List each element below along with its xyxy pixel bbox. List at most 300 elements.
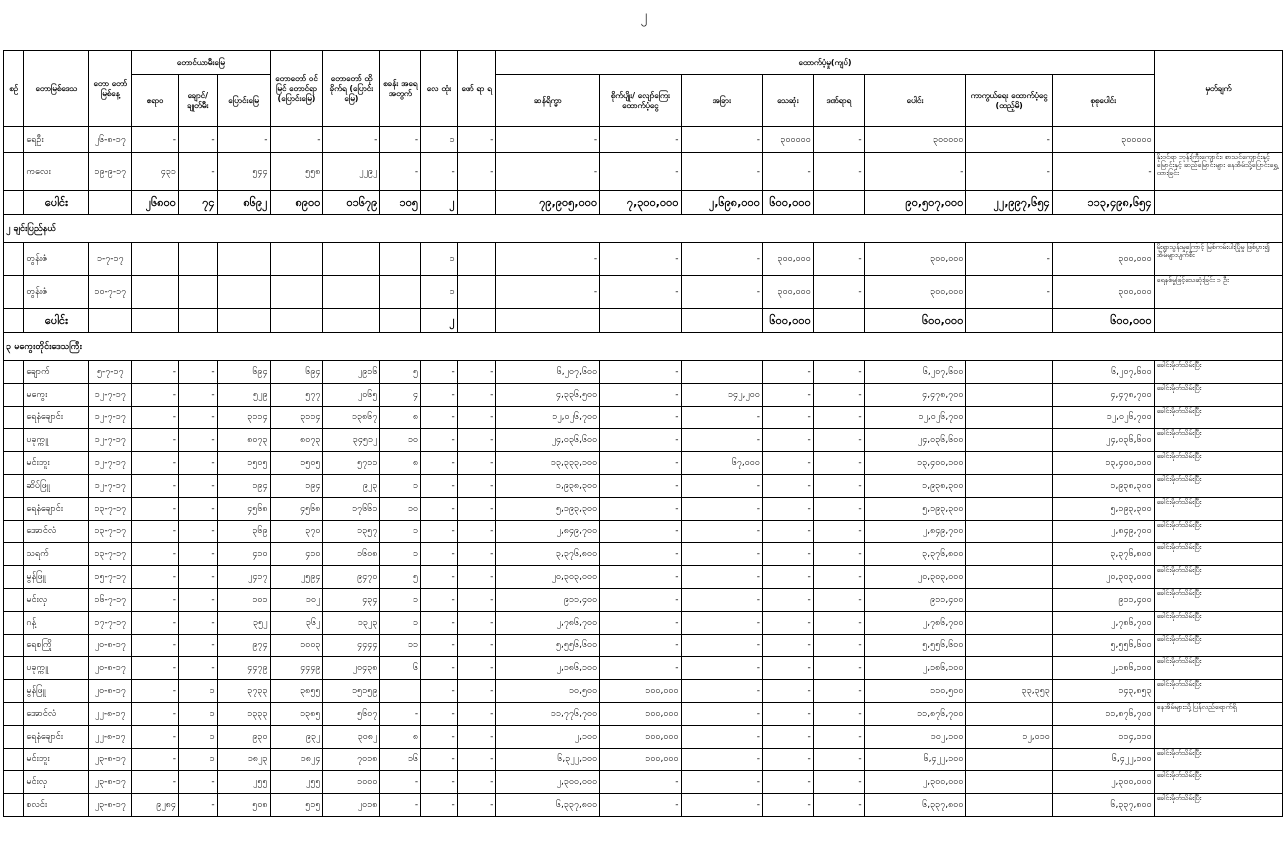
cell-tot: ၁၉၄: [270, 474, 323, 497]
cell-money-3: -: [681, 566, 762, 589]
cell-tot: ၁၈၂၄: [270, 748, 323, 771]
cell-cas: -: [457, 702, 496, 725]
total-cas: [457, 309, 496, 333]
cell-date: ၁၇-၇-၁၇: [89, 611, 132, 634]
cell-dmg: ၄၄၄၄: [323, 634, 380, 657]
cell-money-5: -: [813, 725, 864, 748]
cell-money-2: ၁၀၀,၀၀၀: [600, 702, 681, 725]
cell-money-3: -: [681, 794, 762, 817]
cell-tot: ၃၈၅၅: [270, 680, 323, 703]
cell-money-7: ၃၃,၃၅၃: [966, 680, 1052, 703]
cell-money-7: [966, 771, 1052, 794]
cell-dmg: [323, 243, 380, 276]
cell-money-1: ၂၄,၀၃၆,၆၀၀: [496, 429, 600, 452]
cell-cnt: -: [380, 153, 421, 191]
cell-money-5: -: [813, 748, 864, 771]
cell-money-7: [966, 657, 1052, 680]
cell-money-1: ၆,၂၀၇,၆၀၀: [496, 361, 600, 384]
cell-a1: -: [132, 566, 179, 589]
cell-money-3: -: [681, 611, 762, 634]
cell-no: [4, 611, 24, 634]
total-label: ပေါင်း: [24, 309, 89, 333]
cell-cnt: -: [380, 771, 421, 794]
section-heading: ၂ ချင်းပြည်နယ်: [4, 215, 1283, 243]
cell-remarks: ခေါင်းမိုတ်သိမ်းပြီး: [1154, 611, 1282, 634]
cell-a3: ၅၀၈: [217, 794, 270, 817]
cell-money-4: -: [762, 611, 813, 634]
table-row: [4, 520, 1283, 543]
cell-remarks: ခေါင်းမိုတ်သိမ်းပြီး: [1154, 474, 1282, 497]
cell-a1: ၉၂၈၄: [132, 794, 179, 817]
cell-a3: ၄၁၀: [217, 543, 270, 566]
cell-money-2: ၁၀၀,၀၀၀: [600, 725, 681, 748]
cell-money-4: -: [762, 588, 813, 611]
cell-money-8: ၂၀,၃၀၃,၀၀၀: [1052, 566, 1154, 589]
cell-date: ၁၂-၇-၁၇: [89, 452, 132, 475]
cell-money-1: ၂,၃၀၀,၀၀၀: [496, 771, 600, 794]
cell-money-8: ၁၃,၄၀၀,၁၀၀: [1052, 452, 1154, 475]
cell-a1: -: [132, 127, 179, 153]
total-cnt: [380, 309, 421, 333]
cell-tot: ၁၃၈၅: [270, 702, 323, 725]
cell-money-8: ၄,၄၇၈,၇၀၀: [1052, 383, 1154, 406]
cell-tot: ၅၅၈: [270, 153, 323, 191]
cell-money-7: [966, 429, 1052, 452]
cell-no: [4, 383, 24, 406]
cell-tot: ၃၁၁၄: [270, 406, 323, 429]
cell-money-3: -: [681, 243, 762, 276]
cell-money-5: -: [813, 153, 864, 191]
cell-tot: ၂၅၅: [270, 771, 323, 794]
cell-date: ၁၅-၇-၁၇: [89, 566, 132, 589]
cell-per: -: [421, 474, 458, 497]
cell-money-6: -: [864, 153, 966, 191]
table-row: [4, 657, 1283, 680]
table-row: [4, 771, 1283, 794]
table-row: [4, 680, 1283, 703]
cell-money-1: ၃,၃၇၆,၈၀၀: [496, 543, 600, 566]
cell-money-4: -: [762, 702, 813, 725]
cell-a3: ၉၇၄: [217, 634, 270, 657]
cell-remarks: နိုးဝင်ရာ ဘုန်းကြီးကျောင်း၊ စာသင်ကျောင်းနှင့် မြောင်းနှင့် ဆည်မြောင်းများ နေအိမ်သို့ပြောင်းရွှေ့ထားခြင်း: [1154, 153, 1282, 191]
cell-a3: ၁၉၄: [217, 474, 270, 497]
total-money-5: [813, 309, 864, 333]
cell-money-2: -: [600, 634, 681, 657]
cell-date: ၁၃-၇-၁၇: [89, 520, 132, 543]
cell-cas: [457, 243, 496, 276]
cell-money-7: [966, 748, 1052, 771]
cell-cas: -: [457, 153, 496, 191]
cell-money-7: [966, 702, 1052, 725]
cell-cas: -: [457, 452, 496, 475]
cell-date: ၂၀-၈-၁၇: [89, 634, 132, 657]
cell-no: [4, 497, 24, 520]
cell-cas: -: [457, 748, 496, 771]
cell-cnt: ၁၁: [380, 634, 421, 657]
cell-date: ၁၂-၇-၁၇: [89, 474, 132, 497]
cell-money-2: -: [600, 361, 681, 384]
total-money-2: [600, 309, 681, 333]
cell-money-7: [966, 497, 1052, 520]
cell-region: မင်းလှ: [24, 771, 89, 794]
cell-region: မင်းလှ: [24, 588, 89, 611]
col-money-1: ဆန်ရိက္ခာ: [496, 75, 600, 127]
cell-money-1: ၆,၃၃၇,၈၀၀: [496, 794, 600, 817]
cell-a1: -: [132, 383, 179, 406]
cell-money-6: ၉၁၁,၄၀၀: [864, 588, 966, 611]
cell-money-1: -: [496, 153, 600, 191]
cell-cnt: ၁၀: [380, 429, 421, 452]
total-a3: [217, 309, 270, 333]
cell-per: -: [421, 680, 458, 703]
cell-a2: -: [178, 794, 217, 817]
cell-dmg: ၁၃၂၃: [323, 611, 380, 634]
cell-money-3: -: [681, 474, 762, 497]
cell-cas: -: [457, 520, 496, 543]
cell-a3: ၁၀၁: [217, 588, 270, 611]
table-row: [4, 634, 1283, 657]
cell-region: မကွေး: [24, 383, 89, 406]
cell-region: မင်းဘူး: [24, 452, 89, 475]
cell-no: [4, 543, 24, 566]
cell-money-2: -: [600, 474, 681, 497]
cell-cas: -: [457, 771, 496, 794]
cell-tot: ၅၁၅: [270, 794, 323, 817]
cell-money-3: -: [681, 588, 762, 611]
cell-a2: -: [178, 634, 217, 657]
cell-dmg: ၁၃၈၆၇: [323, 406, 380, 429]
cell-tot: ၈၀၇၃: [270, 429, 323, 452]
cell-date: ၂၀-၈-၁၇: [89, 657, 132, 680]
cell-money-4: -: [762, 794, 813, 817]
cell-cnt: ၄: [380, 383, 421, 406]
cell-money-6: ၁၃,၄၀၀,၁၀၀: [864, 452, 966, 475]
cell-no: [4, 243, 24, 276]
cell-a2: -: [178, 611, 217, 634]
total-a3: ၈၆၉၂: [217, 191, 270, 215]
table-row: [4, 243, 1283, 276]
cell-money-6: ၃၀၀၀၀၀: [864, 127, 966, 153]
cell-tot: [270, 276, 323, 309]
cell-money-3: -: [681, 520, 762, 543]
total-remarks: [1154, 191, 1282, 215]
cell-money-7: -: [966, 276, 1052, 309]
cell-date: ၁၂-၇-၁၇: [89, 383, 132, 406]
cell-money-8: ၂၄,၀၃၆,၆၀၀: [1052, 429, 1154, 452]
cell-money-7: -: [966, 127, 1052, 153]
cell-region: မွန်ဖြူ: [24, 680, 89, 703]
col-area-group: တောင်ယာမီးမြေ: [132, 51, 270, 75]
cell-date: ၁၂-၇-၁၇: [89, 429, 132, 452]
cell-money-1: -: [496, 127, 600, 153]
total-remarks: [1154, 309, 1282, 333]
table-row: [4, 702, 1283, 725]
cell-date: ၁၀-၇-၁၇: [89, 276, 132, 309]
cell-money-5: -: [813, 474, 864, 497]
cell-region: သရက်: [24, 543, 89, 566]
cell-money-5: -: [813, 406, 864, 429]
total-a1: ၂၆၈၀၀: [132, 191, 179, 215]
cell-money-5: -: [813, 794, 864, 817]
col-damage: တောတော် ထိုခိုက်ရ (ပြောင်းမြေ): [323, 51, 380, 127]
cell-remarks: ခေါင်းမိုတ်သိမ်းပြီး: [1154, 429, 1282, 452]
cell-money-2: -: [600, 452, 681, 475]
cell-a1: ၄၃၁: [132, 153, 179, 191]
cell-a1: -: [132, 657, 179, 680]
cell-remarks: ခေါင်းမိုတ်သိမ်းပြီး: [1154, 748, 1282, 771]
cell-a1: [132, 276, 179, 309]
cell-no: [4, 520, 24, 543]
cell-no: [4, 680, 24, 703]
col-money-6: ပေါင်း: [864, 75, 966, 127]
cell-region: ရေနံချောင်း: [24, 497, 89, 520]
cell-money-5: -: [813, 657, 864, 680]
cell-money-6: ၆,၂၀၇,၆၀၀: [864, 361, 966, 384]
col-money-3: အခြား: [681, 75, 762, 127]
cell-money-2: ၁၀၀,၀၀၀: [600, 748, 681, 771]
cell-region: ရေနံချောင်း: [24, 406, 89, 429]
cell-money-3: -: [681, 153, 762, 191]
cell-money-2: -: [600, 520, 681, 543]
cell-region: အောင်လံ: [24, 520, 89, 543]
table-row: [4, 611, 1283, 634]
cell-remarks: မိုးရွာသွန်းမှုကြောင့် မြစ်ကမ်းပါးပြိုမှု ဖြစ်ပွား၍ အိမ်များပျက်စီး: [1154, 243, 1282, 276]
cell-money-4: -: [762, 566, 813, 589]
cell-cnt: ၁၀: [380, 497, 421, 520]
cell-cas: -: [457, 543, 496, 566]
cell-a3: ၃၆၉: [217, 520, 270, 543]
cell-cnt: [380, 276, 421, 309]
cell-a1: -: [132, 520, 179, 543]
cell-per: -: [421, 634, 458, 657]
cell-money-8: ၂,၃၀၀,၀၀၀: [1052, 771, 1154, 794]
cell-money-5: -: [813, 497, 864, 520]
cell-money-1: -: [496, 243, 600, 276]
cell-money-4: ၃၀၀,၀၀၀: [762, 243, 813, 276]
cell-money-7: [966, 794, 1052, 817]
cell-money-5: -: [813, 452, 864, 475]
cell-region: ဆိပ်ဖြူ: [24, 474, 89, 497]
cell-money-7: [966, 383, 1052, 406]
cell-money-8: ၅,၅၅၆,၆၀၀: [1052, 634, 1154, 657]
cell-money-4: -: [762, 725, 813, 748]
cell-a3: ၃၁၁၄: [217, 406, 270, 429]
cell-cas: -: [457, 611, 496, 634]
cell-dmg: ၂၉၁၆: [323, 361, 380, 384]
cell-tot: ၉၃၂: [270, 725, 323, 748]
cell-cas: -: [457, 383, 496, 406]
cell-date: ၁၃-၇-၁၇: [89, 543, 132, 566]
cell-money-7: ၁၂,၀၁၀: [966, 725, 1052, 748]
cell-cnt: ၁: [380, 474, 421, 497]
col-money-2: စိုက်ပျိုး/ လျော်ကြေး ထောက်ပံ့ငွေ: [600, 75, 681, 127]
cell-date: [89, 191, 132, 215]
cell-dmg: ၁၆၀၈: [323, 543, 380, 566]
cell-cas: -: [457, 361, 496, 384]
cell-money-4: -: [762, 748, 813, 771]
cell-cas: -: [457, 680, 496, 703]
cell-no: [4, 406, 24, 429]
cell-region: တွန်းဇံ: [24, 276, 89, 309]
cell-date: ၂၆-၈-၁၇: [89, 127, 132, 153]
cell-remarks: ခေါင်းမိုတ်သိမ်းပြီး: [1154, 520, 1282, 543]
cell-money-8: ၆,၂၀၇,၆၀၀: [1052, 361, 1154, 384]
cell-a2: -: [178, 543, 217, 566]
cell-money-6: ၃၀၀,၀၀၀: [864, 243, 966, 276]
total-money-1: [496, 309, 600, 333]
cell-cas: -: [457, 634, 496, 657]
cell-date: ၁၆-၇-၁၇: [89, 588, 132, 611]
total-money-3: [681, 309, 762, 333]
cell-a3: ၈၀၇၃: [217, 429, 270, 452]
cell-money-7: [966, 543, 1052, 566]
cell-money-4: -: [762, 361, 813, 384]
cell-cas: [457, 276, 496, 309]
section-heading: ၃ မကွေးတိုင်းဒေသကြီး: [4, 333, 1283, 361]
table-row: [4, 153, 1283, 191]
table-row: [4, 406, 1283, 429]
cell-a1: -: [132, 361, 179, 384]
cell-per: -: [421, 702, 458, 725]
cell-money-2: ၁၀၀,၀၀၀: [600, 680, 681, 703]
page-number: ၂: [640, 8, 648, 24]
cell-money-5: -: [813, 771, 864, 794]
cell-dmg: ၇၀၁၈: [323, 748, 380, 771]
table-row: [4, 566, 1283, 589]
table-row: [4, 794, 1283, 817]
col-money-5: ဒဏ်ရာရ: [813, 75, 864, 127]
cell-a3: ၄၄၇၉: [217, 657, 270, 680]
cell-remarks: ခေါင်းမိုတ်သိမ်းပြီး: [1154, 361, 1282, 384]
cell-no: [4, 588, 24, 611]
cell-cas: -: [457, 406, 496, 429]
total-dmg: ၀၁၆၇၉: [323, 191, 380, 215]
cell-dmg: ၁၃၅၇: [323, 520, 380, 543]
cell-money-4: -: [762, 771, 813, 794]
cell-a1: -: [132, 771, 179, 794]
total-row: [4, 309, 1283, 333]
cell-money-8: ၃၀၀၀၀၀: [1052, 127, 1154, 153]
cell-region: မွန်ဖြူ: [24, 566, 89, 589]
cell-cas: -: [457, 588, 496, 611]
cell-region: ရေစကြို: [24, 634, 89, 657]
cell-money-1: ၅,၅၅၆,၆၀၀: [496, 634, 600, 657]
cell-a1: -: [132, 474, 179, 497]
total-a2: ၇၄: [178, 191, 217, 215]
cell-money-1: ၁၃,၃၃၃,၁၀၀: [496, 452, 600, 475]
cell-a3: [217, 276, 270, 309]
col-region: တောမြစ်ဒေသ: [24, 51, 89, 127]
cell-money-2: -: [600, 543, 681, 566]
cell-no: [4, 361, 24, 384]
cell-date: ၂၂-၈-၁၇: [89, 725, 132, 748]
col-money-8: စုစုပေါင်း: [1052, 75, 1154, 127]
cell-cnt: ၆: [380, 657, 421, 680]
cell-money-5: -: [813, 588, 864, 611]
cell-money-4: -: [762, 657, 813, 680]
cell-money-2: -: [600, 657, 681, 680]
cell-money-5: -: [813, 702, 864, 725]
cell-cnt: [380, 243, 421, 276]
col-date: တော တော် မြစ်နေ့: [89, 51, 132, 127]
cell-cnt: -: [380, 702, 421, 725]
cell-cas: -: [457, 497, 496, 520]
cell-money-8: ၃၀၀,၀၀၀: [1052, 276, 1154, 309]
cell-per: -: [421, 657, 458, 680]
cell-a3: ၁၅၀၅: [217, 452, 270, 475]
cell-date: ၁၂-၇-၁၇: [89, 406, 132, 429]
cell-cnt: ၈: [380, 452, 421, 475]
cell-money-3: -: [681, 725, 762, 748]
cell-dmg: -: [323, 127, 380, 153]
cell-money-6: ၂,၁၈၆,၁၀၀: [864, 657, 966, 680]
table-row: [4, 276, 1283, 309]
cell-money-7: -: [966, 243, 1052, 276]
col-total-area: တောတော် ဝင်မြင် တောင်ရာ (ပြောင်းမြေ): [270, 51, 323, 127]
cell-a3: ၁၃၃၃: [217, 702, 270, 725]
cell-money-8: ၁၁၄,၁၁၀: [1052, 725, 1154, 748]
cell-tot: ၆၉၄: [270, 361, 323, 384]
cell-money-8: ၃,၃၇၆,၈၀၀: [1052, 543, 1154, 566]
cell-money-5: -: [813, 276, 864, 309]
cell-money-2: -: [600, 611, 681, 634]
table-row: [4, 588, 1283, 611]
cell-per: -: [421, 748, 458, 771]
total-money-8: ၁၁၃,၄၉၈,၆၅၄: [1052, 191, 1154, 215]
cell-dmg: ၃၄၅၁၂: [323, 429, 380, 452]
cell-per: -: [421, 520, 458, 543]
section-row: [4, 215, 1283, 243]
cell-a3: ၅၄၄: [217, 153, 270, 191]
cell-money-8: -: [1052, 153, 1154, 191]
cell-remarks: ခေါင်းမိုတ်သိမ်းပြီး: [1154, 406, 1282, 429]
cell-money-2: -: [600, 771, 681, 794]
total-money-2: ၇,၃၀၀,၀၀၀: [600, 191, 681, 215]
cell-a2: -: [178, 383, 217, 406]
total-money-1: ၇၉,၉၀၅,၀၀၀: [496, 191, 600, 215]
cell-a2: -: [178, 520, 217, 543]
cell-tot: ၁၀၀၃: [270, 634, 323, 657]
cell-per: -: [421, 406, 458, 429]
cell-money-8: ၁၂,၀၂၆,၇၀၀: [1052, 406, 1154, 429]
cell-money-5: -: [813, 243, 864, 276]
cell-cas: -: [457, 794, 496, 817]
cell-cas: -: [457, 566, 496, 589]
cell-money-3: -: [681, 497, 762, 520]
cell-dmg: ၉၂၃: [323, 474, 380, 497]
cell-a1: [132, 243, 179, 276]
cell-remarks: [1154, 127, 1282, 153]
cell-region: ပခုက္ကူ: [24, 657, 89, 680]
total-money-8: ၆၀၀,၀၀၀: [1052, 309, 1154, 333]
cell-remarks: ခေါင်းမိုတ်သိမ်းပြီး: [1154, 771, 1282, 794]
cell-region: မင်းဘူး: [24, 748, 89, 771]
cell-money-5: -: [813, 611, 864, 634]
cell-no: [4, 725, 24, 748]
cell-money-3: -: [681, 657, 762, 680]
cell-cnt: ၅: [380, 566, 421, 589]
cell-a3: ၃၅၂: [217, 611, 270, 634]
cell-a2: -: [178, 361, 217, 384]
col-money-4: သေဆုံး: [762, 75, 813, 127]
cell-money-5: -: [813, 566, 864, 589]
cell-remarks: ခေါင်းမိုတ်သိမ်းပြီး: [1154, 543, 1282, 566]
cell-tot: ၄၅၆၈: [270, 497, 323, 520]
cell-dmg: ၃၀၈၂: [323, 725, 380, 748]
col-count: စခန်း အရေ အတွက်: [380, 51, 421, 127]
cell-money-4: ၃၀၀,၀၀၀: [762, 276, 813, 309]
cell-money-1: -: [496, 276, 600, 309]
